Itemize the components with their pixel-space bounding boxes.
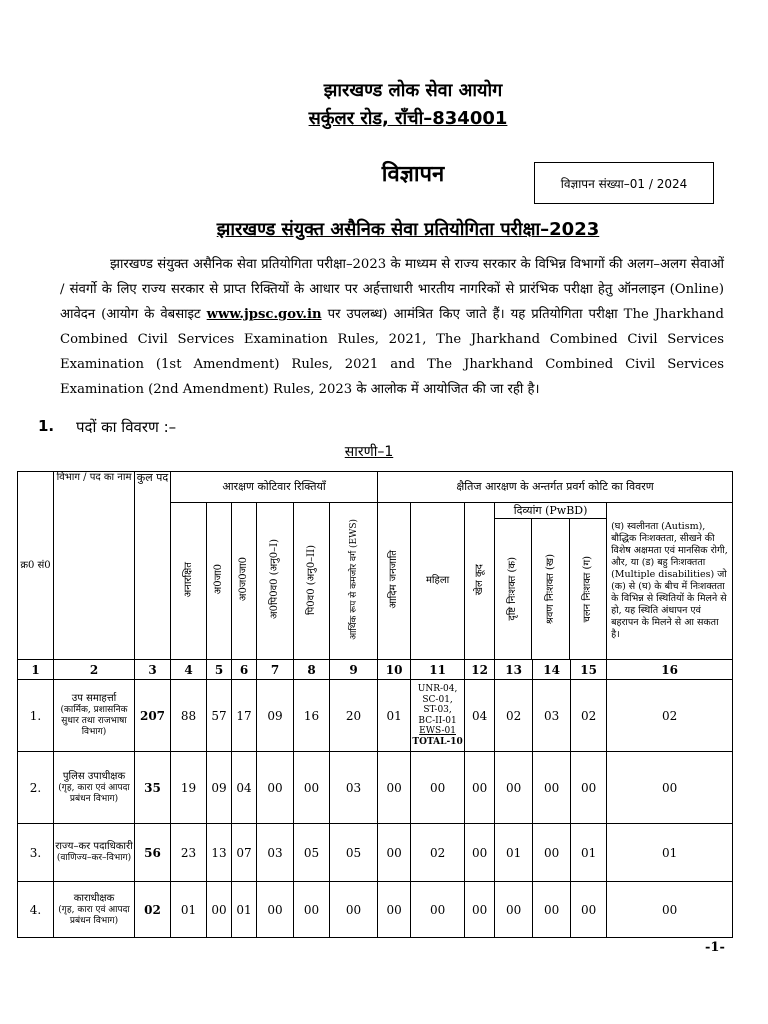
exam-title: झारखण्ड संयुक्त असैनिक सेवा प्रतियोगिता परीक्षा–2023 <box>216 219 600 240</box>
header-multiple: (घ) स्वलीनता (Autism), बौद्धिक निःशक्तता, सीखने की विशेष अक्षमता एवं मानसिक रोगी, और, या (ड) बहु निःशक्तता (Multiple disabilities) जो (क) से (घ) के बीच में निःशक्तता के विभिन्न से स्थितियों के मिलने से हो, यह स्थिति अंधापन एवं बहरापन के मिलने से आ सकता है। <box>607 503 733 660</box>
advert-number: विज्ञापन संख्या–01 / 2024 <box>560 176 688 191</box>
header-hearing: श्रवण निःशक्त (ख) <box>532 519 569 659</box>
header-dept: विभाग / पद का नाम <box>54 472 135 660</box>
header-reservation: आरक्षण कोटिवार रिक्तियाँ <box>171 472 378 503</box>
header-women: महिला <box>411 503 465 660</box>
header-pvtg: आदिम जनजाति <box>378 503 411 660</box>
header-sno: क्र0 सं0 <box>18 472 54 660</box>
posts-table <box>17 471 733 938</box>
table-row: 3. राज्य–कर पदाधिकारी (वाणिज्य–कर–विभाग) 56 23 13 07 03 05 05 00 02 00 01 00 01 01 <box>18 824 733 882</box>
section-number: 1. <box>38 417 55 435</box>
header-sports: खेल कूद <box>465 503 495 660</box>
table-row: 4. काराधीक्षक (गृह, कारा एवं आपदा प्रबंधन विभाग) 02 01 00 01 00 00 00 00 00 00 00 00 00 00 <box>18 882 733 938</box>
header-ews: आर्थिक रूप से कमजोर वर्ग (EWS) <box>330 503 378 660</box>
org-name: झारखण्ड लोक सेवा आयोग <box>323 80 503 101</box>
page-number: -1- <box>705 940 725 955</box>
header-bc2: पि0व0 (अनु0–II) <box>294 503 330 660</box>
intro-part1: झारखण्ड संयुक्त असैनिक सेवा प्रतियोगिता परीक्षा–2023 के माध्यम से राज्य सरकार के विभिन्न विभागों की अलग–अलग सेवाओं / संवर्गो के लिए राज्य सरकार से प्राप्त रिक्तियों के आधार पर अर्हत्ताधारी भारतीय नागरिकों से प्रारंभिक परीक्षा हेतु ऑनलाइन (Online) आवेदन (आयोग के वेबसाइट <box>60 257 724 322</box>
website-link[interactable]: www.jpsc.gov.in <box>206 307 322 322</box>
header-pwbd: दिव्यांग (PwBD) <box>495 503 606 519</box>
advert-title: विज्ञापन <box>381 162 445 187</box>
section-title: पदों का विवरण :– <box>76 418 177 436</box>
table-row: 1. उप समाहर्त्ता (कार्मिक, प्रशासनिक सुधार तथा राजभाषा विभाग) 207 88 57 17 09 16 20 01 UNR-04, SC-01, ST-03, BC-II-01 EWS-01 TOTAL-10 04 02 03 02 02 <box>18 680 733 752</box>
org-address: सर्कुलर रोड, राँची–834001 <box>308 108 508 129</box>
header-st: अ0ज0जा0 <box>232 503 257 660</box>
column-number-row: 1 2 3 4 5 6 7 8 9 10 11 12 13 14 15 16 <box>18 660 733 680</box>
header-bc1: अ0पि0व0 (अनु0–I) <box>257 503 294 660</box>
advert-number-box <box>534 162 714 204</box>
table-caption: सारणी–1 <box>344 444 394 460</box>
table-row: 2. पुलिस उपाधीक्षक (गृह, कारा एवं आपदा प्रबंधन विभाग) 35 19 09 04 00 00 03 00 00 00 00 00 00 00 <box>18 752 733 824</box>
header-ur: अनारक्षित <box>171 503 207 660</box>
header-locomotor: चलन निःशक्त (ग) <box>581 555 593 623</box>
header-horizontal: क्षैतिज आरक्षण के अन्तर्गत प्रवर्ग कोटि का विवरण <box>378 472 733 503</box>
header-pwbd-group <box>495 503 607 660</box>
header-sc: अ0जा0 <box>207 503 232 660</box>
header-visual: दृष्टि निःशक्त (क) <box>495 519 532 659</box>
header-total: कुल पद <box>135 472 171 660</box>
intro-paragraph <box>60 252 724 402</box>
intro-part2: पर उपलब्ध) आमंत्रित किए जाते हैं। यह प्रतियोगिता परीक्षा The Jharkhand Combined Civil Services Examination Rules, 2021, The Jharkhand Combined Civil Services Examination (1st Amendment) Rules, 2021 and The Jharkhand Combined Civil Services Examination (2nd Amendment) Rules, 2023 के आलोक में आयोजित की जा रही है। <box>60 307 724 397</box>
